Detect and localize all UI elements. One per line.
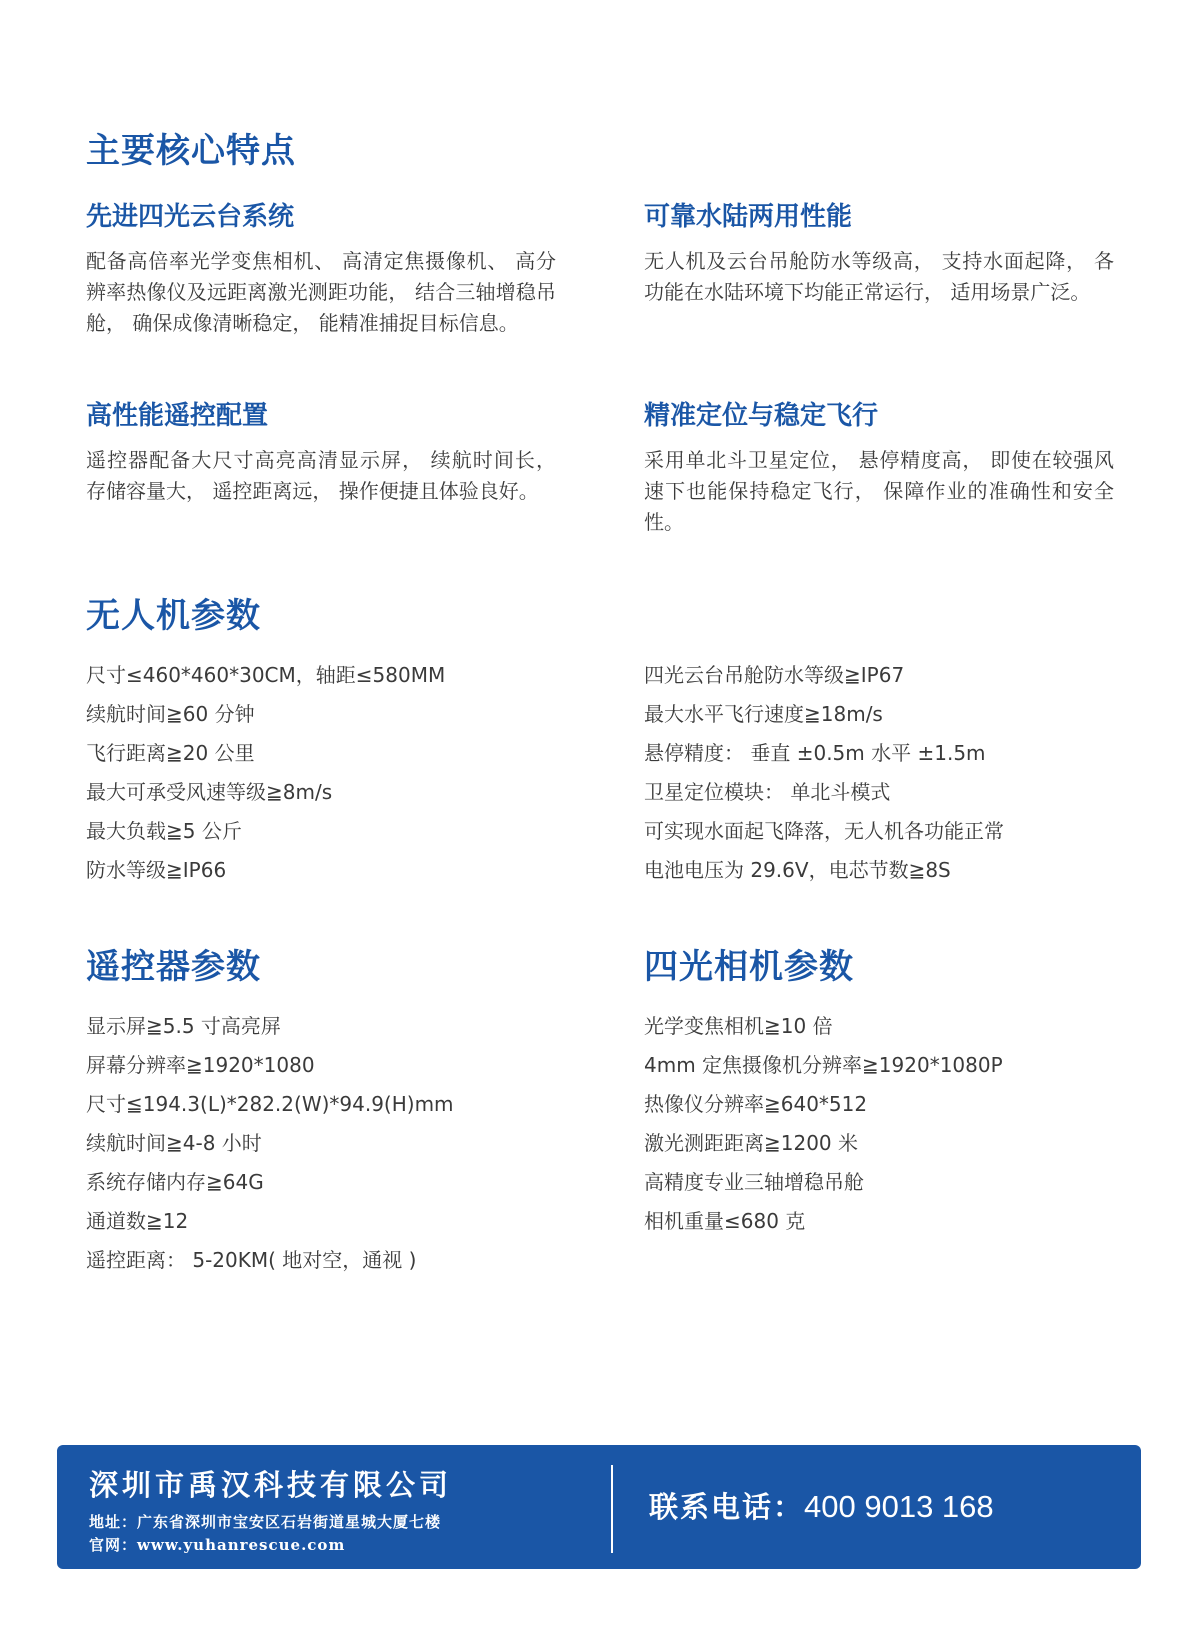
- remote-params-title: 遥控器参数: [86, 947, 261, 987]
- param-item: 续航时间≧60 分钟: [86, 702, 255, 726]
- param-item: 飞行距离≧20 公里: [86, 741, 255, 765]
- param-item: 遥控距离： 5-20KM( 地对空，通视 ): [86, 1248, 417, 1272]
- feature-remote-config: [86, 399, 556, 507]
- feature-description: 遥控器配备大尺寸高亮高清显示屏， 续航时间长， 存储容量大， 遥控距离远， 操作便捷且体验良好。: [86, 448, 556, 503]
- company-name: 深圳市禹汉科技有限公司: [89, 1468, 453, 1502]
- camera-params-title: 四光相机参数: [644, 947, 854, 987]
- core-features-title: 主要核心特点: [86, 131, 296, 171]
- feature-title: 高性能遥控配置: [86, 401, 269, 431]
- company-footer: [57, 1445, 1141, 1569]
- drone-params-title: 无人机参数: [86, 596, 261, 636]
- param-item: 通道数≧12: [86, 1209, 189, 1233]
- param-item: 系统存储内存≧64G: [86, 1170, 264, 1194]
- drone-params-list-left: [86, 656, 556, 890]
- param-item: 卫星定位模块： 单北斗模式: [644, 780, 891, 804]
- remote-params-list: [86, 1007, 556, 1280]
- param-item: 热像仪分辨率≧640*512: [644, 1092, 868, 1116]
- drone-params-list-right: [644, 656, 1114, 890]
- param-item: 屏幕分辨率≧1920*1080: [86, 1053, 315, 1077]
- contact-phone-label: 联系电话：: [649, 1490, 805, 1524]
- param-item: 续航时间≧4-8 小时: [86, 1131, 262, 1155]
- feature-amphibious: [644, 200, 1114, 308]
- contact-phone: [649, 1485, 994, 1526]
- feature-description: 配备高倍率光学变焦相机、 高清定焦摄像机、 高分辨率热像仪及远距离激光测距功能， 结合三轴增稳吊舱， 确保成像清晰稳定， 能精准捕捉目标信息。: [86, 249, 556, 335]
- feature-positioning: [644, 399, 1114, 538]
- feature-description: 采用单北斗卫星定位， 悬停精度高， 即使在较强风速下也能保持稳定飞行， 保障作业的准确性和安全性。: [644, 448, 1114, 534]
- param-item: 可实现水面起飞降落，无人机各功能正常: [644, 819, 1004, 843]
- feature-title: 精准定位与稳定飞行: [644, 401, 879, 431]
- footer-divider: [611, 1465, 613, 1553]
- contact-phone-number: 400 9013 168: [804, 1489, 994, 1524]
- param-item: 电池电压为 29.6V，电芯节数≧8S: [644, 858, 951, 882]
- param-item: 最大水平飞行速度≧18m/s: [644, 702, 883, 726]
- param-item: 四光云台吊舱防水等级≧IP67: [644, 663, 905, 687]
- param-item: 最大负载≧5 公斤: [86, 819, 242, 843]
- param-item: 尺寸≦194.3(L)*282.2(W)*94.9(H)mm: [86, 1092, 454, 1116]
- feature-description: 无人机及云台吊舱防水等级高， 支持水面起降， 各功能在水陆环境下均能正常运行， 适用场景广泛。: [644, 249, 1114, 304]
- param-item: 悬停精度： 垂直 ±0.5m 水平 ±1.5m: [644, 741, 986, 765]
- feature-title: 可靠水陆两用性能: [644, 202, 853, 232]
- company-address: 地址：广东省深圳市宝安区石岩街道星城大厦七楼: [89, 1513, 442, 1531]
- param-item: 相机重量≤680 克: [644, 1209, 806, 1233]
- param-item: 防水等级≧IP66: [86, 858, 227, 882]
- camera-params-list: [644, 1007, 1114, 1241]
- param-item: 4mm 定焦摄像机分辨率≧1920*1080P: [644, 1053, 1003, 1077]
- param-item: 高精度专业三轴增稳吊舱: [644, 1170, 864, 1194]
- param-item: 显示屏≧5.5 寸高亮屏: [86, 1014, 281, 1038]
- param-item: 最大可承受风速等级≧8m/s: [86, 780, 333, 804]
- param-item: 尺寸≤460*460*30CM，轴距≤580MM: [86, 663, 446, 687]
- param-item: 激光测距距离≧1200 米: [644, 1131, 859, 1155]
- feature-four-light-gimbal: [86, 200, 556, 339]
- param-item: 光学变焦相机≧10 倍: [644, 1014, 833, 1038]
- company-website: 官网：www.yuhanrescue.com: [89, 1536, 346, 1554]
- feature-title: 先进四光云台系统: [86, 202, 295, 232]
